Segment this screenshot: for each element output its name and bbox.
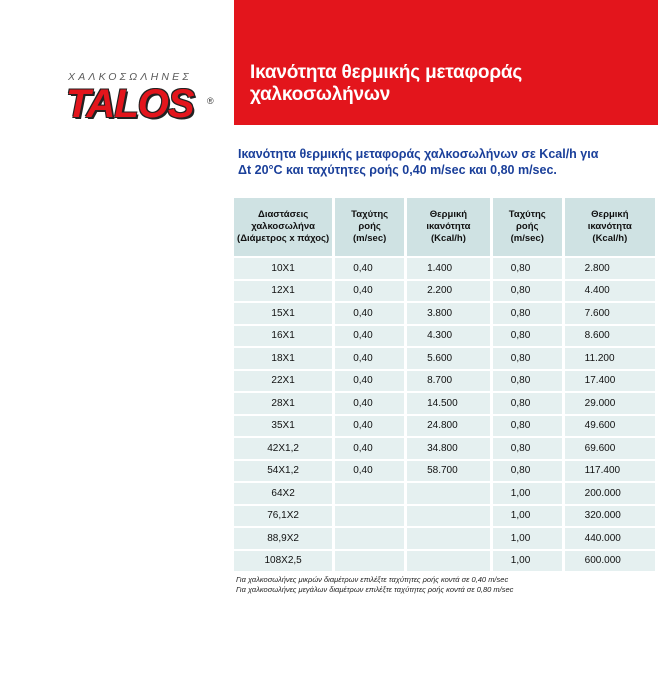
page-title <box>250 62 522 106</box>
table-row <box>234 280 657 303</box>
header-line: (Kcal/h) <box>592 233 628 244</box>
header-line: (Διάμετρος x πάχος) <box>237 233 330 244</box>
header-line: ροής <box>358 221 381 232</box>
table-cell: 0,40 <box>334 415 406 438</box>
table-cell: 1,00 <box>491 527 563 550</box>
table-cell: 17.400 <box>563 370 656 393</box>
table-row <box>234 460 657 483</box>
header-line: (Kcal/h) <box>431 233 466 244</box>
brand-subtitle: ΧΑΛΚΟΣΩΛΗΝΕΣ <box>68 71 192 83</box>
table-cell: 69.600 <box>563 437 656 460</box>
table-cell: 600.000 <box>563 550 656 572</box>
table-cell: 16X1 <box>234 325 334 348</box>
page-title-line2: χαλκοσωλήνων <box>250 84 391 105</box>
table-cell: 0,80 <box>491 280 563 303</box>
table-cell: 3.800 <box>406 302 492 325</box>
table-cell: 1.400 <box>406 257 492 280</box>
table-cell: 440.000 <box>563 527 656 550</box>
table-cell: 88,9X2 <box>234 527 334 550</box>
table-cell: 8.600 <box>563 325 656 348</box>
table-cell: 64X2 <box>234 482 334 505</box>
table-cell <box>334 482 406 505</box>
table-cell: 58.700 <box>406 460 492 483</box>
header-line: ροής <box>516 221 539 232</box>
table-cell: 24.800 <box>406 415 492 438</box>
table-cell: 1,00 <box>491 482 563 505</box>
table-cell: 0,40 <box>334 437 406 460</box>
table-cell: 5.600 <box>406 347 492 370</box>
table-row <box>234 550 657 572</box>
table-cell: 14.500 <box>406 392 492 415</box>
table-cell <box>334 550 406 572</box>
table-cell <box>406 505 492 528</box>
heat-capacity-table <box>234 198 658 571</box>
header-line: ικανότητα <box>587 221 632 232</box>
table-cell: 12X1 <box>234 280 334 303</box>
table-cell: 8.700 <box>406 370 492 393</box>
table-row <box>234 257 657 280</box>
table-cell: 0,80 <box>491 325 563 348</box>
table-cell: 0,80 <box>491 347 563 370</box>
table-cell: 0,40 <box>334 347 406 370</box>
table-cell: 34.800 <box>406 437 492 460</box>
table-cell: 49.600 <box>563 415 656 438</box>
header-line: ικανότητα <box>426 221 471 232</box>
table-cell: 1,00 <box>491 505 563 528</box>
table-cell: 0,80 <box>491 257 563 280</box>
table-cell: 0,80 <box>491 415 563 438</box>
table-cell: 0,40 <box>334 325 406 348</box>
table-cell <box>334 527 406 550</box>
table-cell <box>334 505 406 528</box>
intro-line1: Ικανότητα θερμικής μεταφοράς χαλκοσωλήνων σε Kcal/h για <box>238 147 599 161</box>
footnote <box>236 575 513 595</box>
table-cell: 0,80 <box>491 460 563 483</box>
footnote-line1: Για χαλκοσωλήνες μικρών διαμέτρων επιλέξτε ταχύτητες ροής κοντά σε 0,40 m/sec <box>236 575 509 584</box>
table-cell: 15X1 <box>234 302 334 325</box>
table-cell: 54X1,2 <box>234 460 334 483</box>
table-cell: 0,40 <box>334 392 406 415</box>
table-cell: 0,40 <box>334 370 406 393</box>
table-cell: 0,40 <box>334 257 406 280</box>
table-row <box>234 482 657 505</box>
table-cell: 10X1 <box>234 257 334 280</box>
table-cell: 42X1,2 <box>234 437 334 460</box>
table-cell <box>406 482 492 505</box>
table-row <box>234 415 657 438</box>
table-cell: 0,40 <box>334 280 406 303</box>
table-cell: 22X1 <box>234 370 334 393</box>
intro-line2: Δt 20°C και ταχύτητες ροής 0,40 m/sec και 0,80 m/sec. <box>238 163 557 177</box>
table-row <box>234 370 657 393</box>
table-cell: 29.000 <box>563 392 656 415</box>
table-header-cell <box>563 198 656 257</box>
table-cell: 0,80 <box>491 302 563 325</box>
table-row <box>234 505 657 528</box>
table-row <box>234 347 657 370</box>
table-cell <box>406 527 492 550</box>
header-line: Θερμική <box>429 209 468 220</box>
header-line: (m/sec) <box>510 233 544 244</box>
table-cell: 0,80 <box>491 370 563 393</box>
table-cell: 1,00 <box>491 550 563 572</box>
table-row <box>234 325 657 348</box>
table-cell: 0,40 <box>334 460 406 483</box>
header-line: (m/sec) <box>353 233 387 244</box>
page-title-line1: Ικανότητα θερμικής μεταφοράς <box>250 62 523 83</box>
table-cell: 4.400 <box>563 280 656 303</box>
table-cell: 200.000 <box>563 482 656 505</box>
table-cell: 0,80 <box>491 437 563 460</box>
table-cell: 76,1X2 <box>234 505 334 528</box>
table-cell: 28X1 <box>234 392 334 415</box>
table-row <box>234 527 657 550</box>
header-line: Διαστάσεις <box>257 209 309 220</box>
table-cell: 35X1 <box>234 415 334 438</box>
table-cell: 2.200 <box>406 280 492 303</box>
footnote-line2: Για χαλκοσωλήνες μεγάλων διαμέτρων επιλέξτε ταχύτητες ροής κοντά σε 0,80 m/sec <box>236 585 514 594</box>
table-row <box>234 302 657 325</box>
table-header-cell <box>491 198 563 257</box>
brand-logo: TALOS <box>66 82 194 126</box>
table-cell: 0,40 <box>334 302 406 325</box>
table-cell: 11.200 <box>563 347 656 370</box>
header-line: Θερμική <box>591 209 629 220</box>
table-cell: 7.600 <box>563 302 656 325</box>
table-cell: 18X1 <box>234 347 334 370</box>
table-cell: 117.400 <box>563 460 656 483</box>
table-header-row <box>234 198 657 257</box>
table-cell: 2.800 <box>563 257 656 280</box>
header-line: Ταχύτης <box>351 209 389 220</box>
table-header-cell <box>334 198 406 257</box>
table-cell <box>406 550 492 572</box>
registered-mark: ® <box>207 96 214 106</box>
table-row <box>234 392 657 415</box>
table-cell: 108X2,5 <box>234 550 334 572</box>
intro-text <box>238 146 638 178</box>
header-line: Ταχύτης <box>508 209 546 220</box>
table-cell: 320.000 <box>563 505 656 528</box>
header-line: χαλκοσωλήνα <box>251 221 315 232</box>
table-header-cell <box>234 198 334 257</box>
table-header-cell <box>406 198 492 257</box>
table-row <box>234 437 657 460</box>
table-cell: 4.300 <box>406 325 492 348</box>
table-cell: 0,80 <box>491 392 563 415</box>
